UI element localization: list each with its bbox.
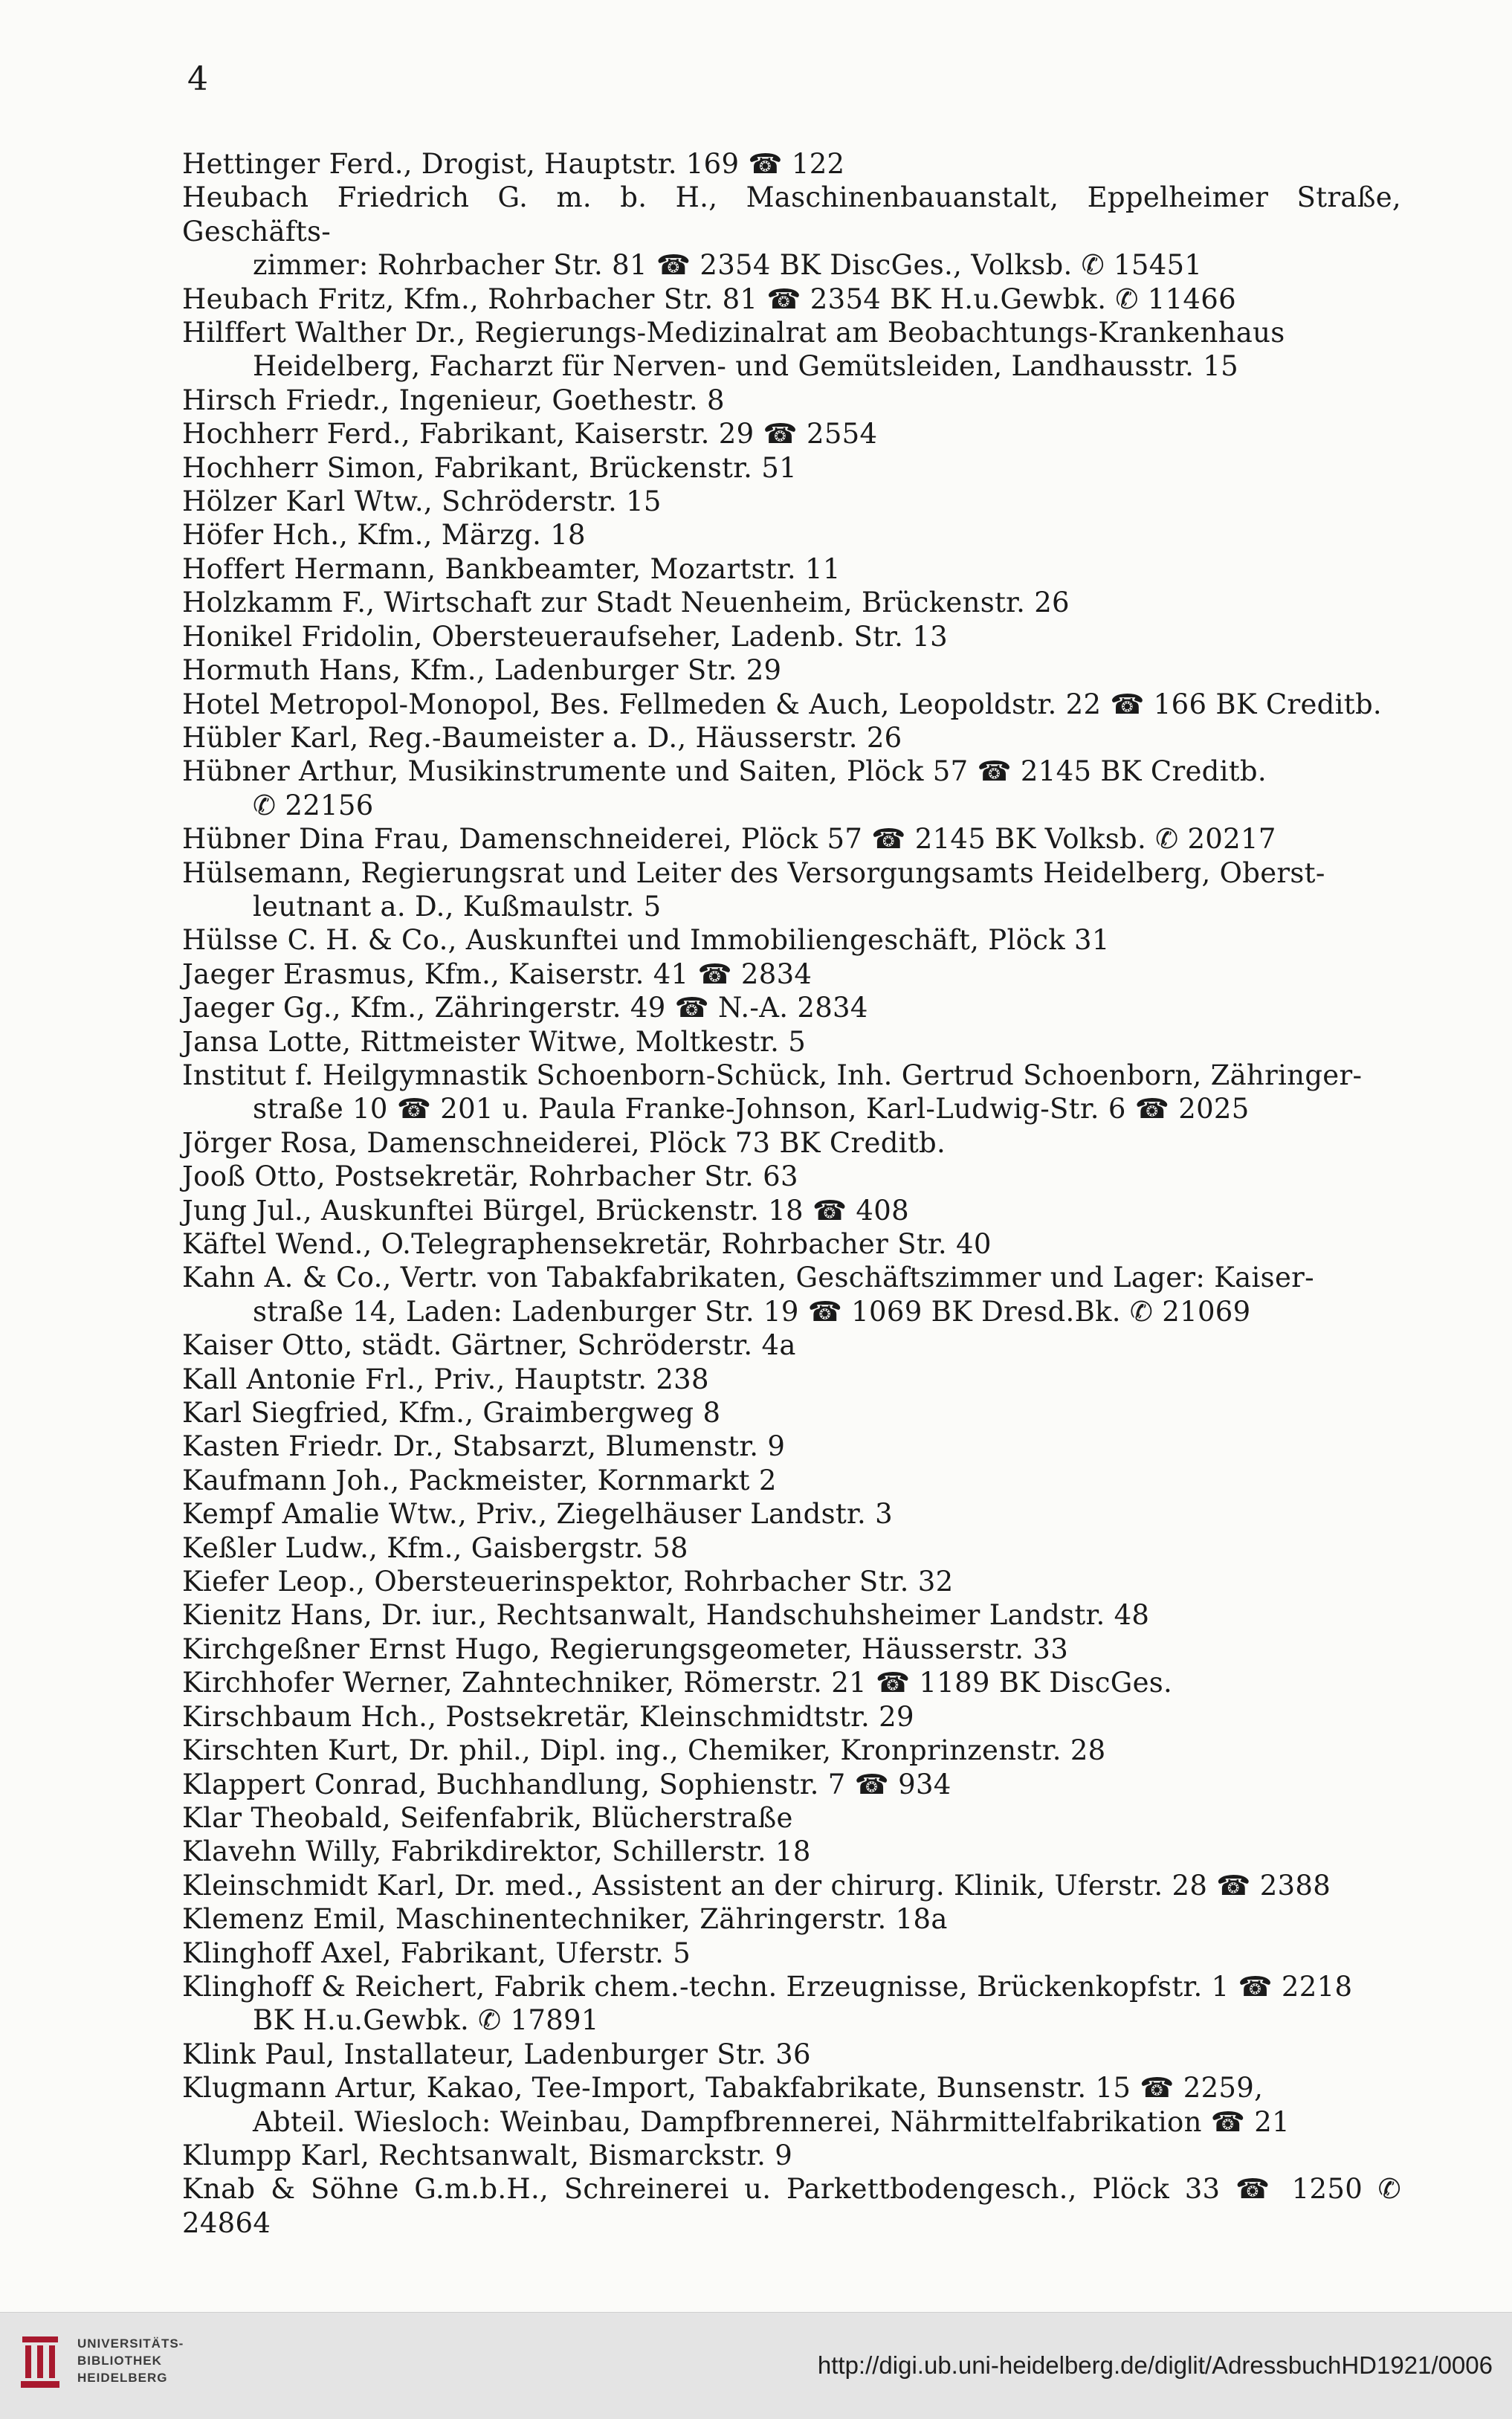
directory-entry xyxy=(182,653,1401,687)
entry-text: Kiefer Leop., Obersteuerinspektor, Rohrbacher Str. 32 xyxy=(182,1566,954,1598)
viewer-footer xyxy=(0,2312,1512,2419)
directory-entry xyxy=(182,384,1401,417)
entry-text: Klar Theobald, Seifenfabrik, Blücherstraße xyxy=(182,1801,793,1834)
directory-entry xyxy=(182,1227,1401,1261)
directory-entry xyxy=(182,1497,1401,1531)
entry-text: Jooß Otto, Postsekretär, Rohrbacher Str. 63 xyxy=(182,1160,798,1193)
entry-text: Hülsse C. H. & Co., Auskunftei und Immobiliengeschäft, Plöck 31 xyxy=(182,924,1110,957)
page-number: 4 xyxy=(187,60,208,98)
directory-entry xyxy=(182,451,1401,485)
directory-entry xyxy=(182,957,1401,991)
directory-entry xyxy=(182,1937,1401,1970)
directory-entry xyxy=(182,1700,1401,1734)
entry-text: Jörger Rosa, Damenschneiderei, Plöck 73 BK Creditb. xyxy=(182,1126,946,1159)
directory-entry xyxy=(182,147,1401,181)
entry-text: Holzkamm F., Wirtschaft zur Stadt Neuenheim, Brückenstr. 26 xyxy=(182,587,1070,619)
entry-text: Hölzer Karl Wtw., Schröderstr. 15 xyxy=(182,485,662,518)
entry-text: Klavehn Willy, Fabrikdirektor, Schillerstr. 18 xyxy=(182,1835,811,1868)
entry-text: Heubach Fritz, Kfm., Rohrbacher Str. 81 ☎ 2354 BK H.u.Gewbk. ✆ 11466 xyxy=(182,282,1236,315)
directory-entry xyxy=(182,923,1401,957)
entry-text: Hettinger Ferd., Drogist, Hauptstr. 169 ☎ 122 xyxy=(182,148,845,180)
entry-continuation: Heidelberg, Facharzt für Nerven- und Gemütsleiden, Landhausstr. 15 xyxy=(253,350,1238,383)
entry-text: Keßler Ludw., Kfm., Gaisbergstr. 58 xyxy=(182,1531,688,1564)
entry-text: Hübler Karl, Reg.-Baumeister a. D., Häusserstr. 26 xyxy=(182,721,902,754)
entry-continuation: straße 10 ☎ 201 u. Paula Franke-Johnson, Karl-Ludwig-Str. 6 ☎ 2025 xyxy=(253,1093,1250,1125)
directory-entry xyxy=(182,2172,1401,2240)
entry-text: Jaeger Erasmus, Kfm., Kaiserstr. 41 ☎ 2834 xyxy=(182,957,812,990)
entry-text: Kirchhofer Werner, Zahntechniker, Römerstr. 21 ☎ 1189 BK DiscGes. xyxy=(182,1667,1173,1699)
entry-text: Käftel Wend., O.Telegraphensekretär, Rohrbacher Str. 40 xyxy=(182,1228,992,1260)
directory-entry xyxy=(182,552,1401,586)
directory-entry xyxy=(182,282,1401,316)
directory-entry xyxy=(182,1363,1401,1396)
entry-text: Jung Jul., Auskunftei Bürgel, Brückenstr. 18 ☎ 408 xyxy=(182,1194,909,1227)
directory-entry xyxy=(182,856,1401,924)
directory-entry xyxy=(182,1835,1401,1868)
entry-text: Honikel Fridolin, Obersteueraufseher, Ladenb. Str. 13 xyxy=(182,620,948,653)
directory-entry xyxy=(182,1666,1401,1699)
entry-text: Klugmann Artur, Kakao, Tee-Import, Tabakfabrikate, Bunsenstr. 15 ☎ 2259, xyxy=(182,2072,1264,2105)
entry-text: Klink Paul, Installateur, Ladenburger Str. 36 xyxy=(182,2038,811,2070)
directory-entry xyxy=(182,688,1401,721)
university-seal-icon xyxy=(18,2334,62,2391)
entry-continuation: ✆ 22156 xyxy=(253,789,374,821)
directory-entry xyxy=(182,1902,1401,1936)
directory-entry xyxy=(182,1768,1401,1801)
directory-entry xyxy=(182,1126,1401,1160)
entry-text: Höfer Hch., Kfm., Märzg. 18 xyxy=(182,519,586,552)
directory-entry xyxy=(182,316,1401,384)
directory-entry xyxy=(182,1261,1401,1328)
entry-text: Klumpp Karl, Rechtsanwalt, Bismarckstr. 9 xyxy=(182,2139,793,2171)
entry-text: Heubach Friedrich G. m. b. H., Maschinenbauanstalt, Eppelheimer Straße, Geschäfts- xyxy=(182,181,1401,248)
entry-text: Kall Antonie Frl., Priv., Hauptstr. 238 xyxy=(182,1363,709,1395)
entry-text: Knab & Söhne G.m.b.H., Schreinerei u. Parkettbodengesch., Plöck 33 ☎ 1250 ✆ 24864 xyxy=(182,2173,1401,2239)
entry-text: Jaeger Gg., Kfm., Zähringerstr. 49 ☎ N.-A. 2834 xyxy=(182,992,868,1024)
directory-entry xyxy=(182,1632,1401,1666)
entry-text: Hochherr Simon, Fabrikant, Brückenstr. 51 xyxy=(182,451,797,484)
directory-entry xyxy=(182,1025,1401,1059)
entry-text: Kaufmann Joh., Packmeister, Kornmarkt 2 xyxy=(182,1464,777,1496)
entry-text: Hirsch Friedr., Ingenieur, Goethestr. 8 xyxy=(182,384,725,416)
entry-text: Klemenz Emil, Maschinentechniker, Zähringerstr. 18a xyxy=(182,1903,948,1936)
entry-text: Kienitz Hans, Dr. iur., Rechtsanwalt, Handschuhsheimer Landstr. 48 xyxy=(182,1599,1150,1632)
entry-continuation: leutnant a. D., Kußmaulstr. 5 xyxy=(253,890,662,923)
entry-text: Kirschten Kurt, Dr. phil., Dipl. ing., Chemiker, Kronprinzenstr. 28 xyxy=(182,1734,1106,1767)
directory-entry xyxy=(182,620,1401,653)
directory-entry xyxy=(182,2038,1401,2071)
directory-entry xyxy=(182,518,1401,552)
directory-entry xyxy=(182,1194,1401,1227)
directory-entry xyxy=(182,2071,1401,2139)
entry-text: Karl Siegfried, Kfm., Graimbergweg 8 xyxy=(182,1397,721,1430)
entry-text: Kirchgeßner Ernst Hugo, Regierungsgeometer, Häusserstr. 33 xyxy=(182,1632,1069,1665)
entry-text: Kahn A. & Co., Vertr. von Tabakfabrikaten, Geschäftszimmer und Lager: Kaiser- xyxy=(182,1262,1314,1294)
entry-text: Kaiser Otto, städt. Gärtner, Schröderstr. 4a xyxy=(182,1329,796,1362)
entry-text: Hochherr Ferd., Fabrikant, Kaiserstr. 29 ☎ 2554 xyxy=(182,418,878,450)
entry-text: Institut f. Heilgymnastik Schoenborn-Schück, Inh. Gertrud Schoenborn, Zähringer- xyxy=(182,1059,1363,1091)
entry-text: Kempf Amalie Wtw., Priv., Ziegelhäuser Landstr. 3 xyxy=(182,1498,893,1531)
directory-entry xyxy=(182,822,1401,856)
entry-continuation: zimmer: Rohrbacher Str. 81 ☎ 2354 BK DiscGes., Volksb. ✆ 15451 xyxy=(253,249,1203,282)
logo-line: UNIVERSITÄTS- xyxy=(77,2336,184,2351)
directory-entry xyxy=(182,1059,1401,1126)
entry-text: Hilffert Walther Dr., Regierungs-Medizinalrat am Beobachtungs-Krankenhaus xyxy=(182,317,1285,349)
entry-continuation: BK H.u.Gewbk. ✆ 17891 xyxy=(253,2004,599,2037)
directory-entry xyxy=(182,586,1401,619)
directory-entry xyxy=(182,1869,1401,1902)
library-logo-text xyxy=(77,2335,184,2386)
entry-text: Hübner Arthur, Musikinstrumente und Saiten, Plöck 57 ☎ 2145 BK Creditb. xyxy=(182,755,1267,788)
directory-entries xyxy=(182,147,1401,2240)
entry-text: Hübner Dina Frau, Damenschneiderei, Plöck 57 ☎ 2145 BK Volksb. ✆ 20217 xyxy=(182,823,1276,856)
entry-text: Klinghoff & Reichert, Fabrik chem.-techn. Erzeugnisse, Brückenkopfstr. 1 ☎ 2218 xyxy=(182,1970,1353,2003)
logo-line: HEIDELBERG xyxy=(77,2371,168,2385)
entry-text: Jansa Lotte, Rittmeister Witwe, Moltkestr. 5 xyxy=(182,1025,807,1058)
entry-text: Hoffert Hermann, Bankbeamter, Mozartstr. 11 xyxy=(182,552,841,585)
entry-continuation: straße 14, Laden: Ladenburger Str. 19 ☎ 1069 BK Dresd.Bk. ✆ 21069 xyxy=(253,1295,1251,1328)
entry-continuation: Abteil. Wiesloch: Weinbau, Dampfbrennerei, Nährmittelfabrikation ☎ 21 xyxy=(253,2105,1290,2138)
directory-entry xyxy=(182,1160,1401,1193)
directory-entry xyxy=(182,485,1401,518)
directory-entry xyxy=(182,1565,1401,1598)
directory-entry xyxy=(182,721,1401,755)
directory-entry xyxy=(182,1531,1401,1565)
directory-entry xyxy=(182,2139,1401,2172)
entry-text: Kirschbaum Hch., Postsekretär, Kleinschmidtstr. 29 xyxy=(182,1700,914,1733)
entry-text: Kasten Friedr. Dr., Stabsarzt, Blumenstr. 9 xyxy=(182,1430,786,1463)
directory-entry xyxy=(182,1430,1401,1463)
directory-entry xyxy=(182,1734,1401,1767)
directory-entry xyxy=(182,1598,1401,1632)
entry-text: Kleinschmidt Karl, Dr. med., Assistent an der chirurg. Klinik, Uferstr. 28 ☎ 2388 xyxy=(182,1869,1331,1902)
entry-text: Hotel Metropol-Monopol, Bes. Fellmeden & Auch, Leopoldstr. 22 ☎ 166 BK Creditb. xyxy=(182,688,1382,720)
logo-line: BIBLIOTHEK xyxy=(77,2354,162,2368)
directory-entry xyxy=(182,1328,1401,1362)
entry-text: Hormuth Hans, Kfm., Ladenburger Str. 29 xyxy=(182,654,782,687)
entry-text: Hülsemann, Regierungsrat und Leiter des Versorgungsamts Heidelberg, Oberst- xyxy=(182,856,1325,889)
directory-entry xyxy=(182,1801,1401,1835)
directory-entry xyxy=(182,417,1401,450)
directory-entry xyxy=(182,1970,1401,2038)
directory-entry xyxy=(182,1396,1401,1430)
directory-entry xyxy=(182,181,1401,282)
source-url[interactable]: http://digi.ub.uni-heidelberg.de/diglit/AdressbuchHD1921/0006 xyxy=(817,2351,1493,2379)
entry-text: Klinghoff Axel, Fabrikant, Uferstr. 5 xyxy=(182,1937,691,1969)
entry-text: Klappert Conrad, Buchhandlung, Sophienstr. 7 ☎ 934 xyxy=(182,1768,952,1800)
directory-entry xyxy=(182,991,1401,1024)
directory-entry xyxy=(182,755,1401,822)
directory-entry xyxy=(182,1464,1401,1497)
